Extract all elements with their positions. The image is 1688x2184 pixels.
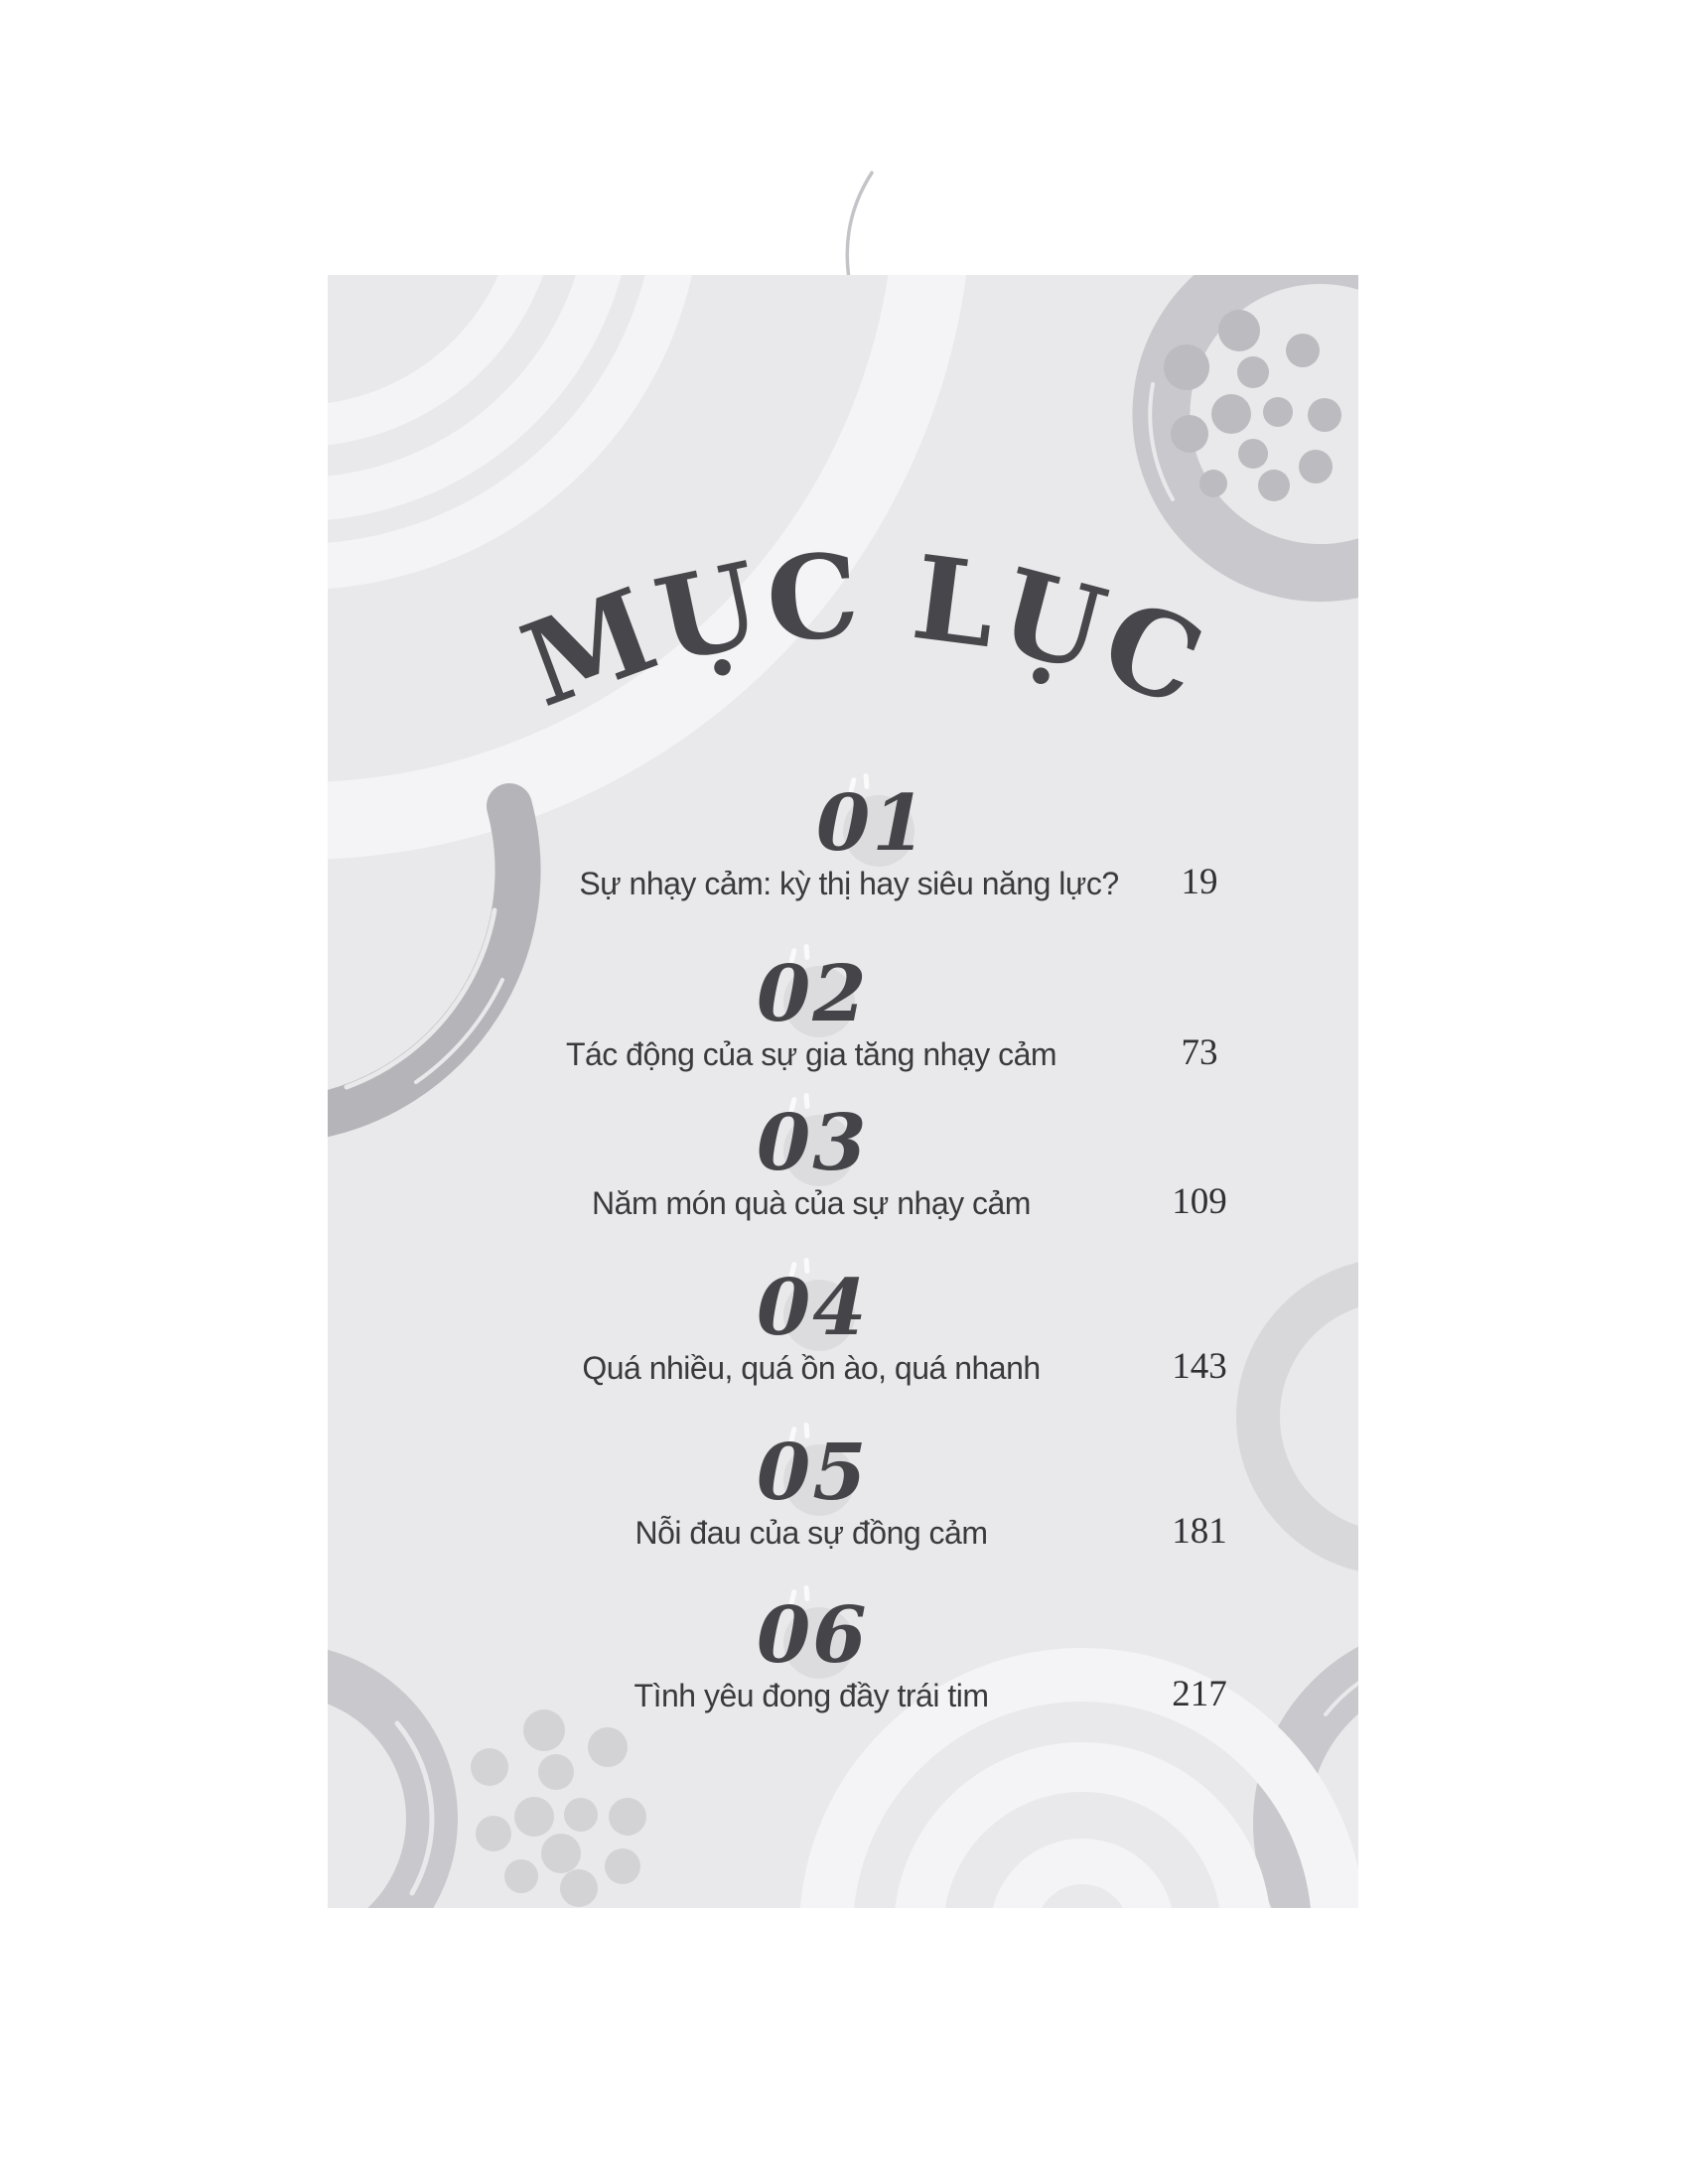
chapter-title: Tác động của sự gia tăng nhạy cảm (565, 1036, 1057, 1072)
chapter-title: Tình yêu đong đầy trái tim (633, 1678, 989, 1713)
toc-entry (328, 1590, 1358, 1752)
toc-entry-line (328, 1346, 1358, 1387)
chapter-page-number: 109 (1172, 1181, 1227, 1222)
chapter-number-badge (757, 1098, 869, 1192)
chapter-page-number: 143 (1172, 1346, 1227, 1387)
chapter-page-number: 19 (1181, 862, 1218, 902)
chapter-page-number: 217 (1172, 1674, 1227, 1714)
chapter-number: 04 (757, 1263, 869, 1353)
toc-entry-line (328, 1674, 1358, 1714)
toc-entry-line (328, 1032, 1358, 1073)
chapter-title: Năm món quà của sự nhạy cảm (592, 1185, 1031, 1221)
chapter-number: 01 (816, 778, 928, 869)
chapter-page-number: 181 (1172, 1511, 1227, 1552)
chapter-title: Nỗi đau của sự đồng cảm (634, 1515, 988, 1551)
chapter-number-badge (757, 1428, 869, 1522)
toc-entry (328, 1098, 1358, 1260)
chapter-number: 02 (757, 949, 869, 1039)
toc-entry (328, 949, 1358, 1111)
toc-entry (328, 778, 1358, 940)
chapter-page-number: 73 (1181, 1032, 1218, 1073)
toc-page (328, 275, 1358, 1908)
chapter-number-badge (757, 1263, 869, 1357)
page-title: MỤC LỤC (505, 527, 1224, 735)
toc-entry (328, 1263, 1358, 1425)
chapter-number: 05 (757, 1428, 869, 1518)
toc-entry-line (328, 1181, 1358, 1222)
chapter-title: Sự nhạy cảm: kỳ thị hay siêu năng lực? (579, 866, 1119, 901)
toc-entry-line (328, 1511, 1358, 1552)
chapter-number-badge (816, 778, 928, 873)
chapter-number-badge (757, 949, 869, 1043)
chapter-number: 06 (757, 1590, 869, 1681)
chapter-title: Quá nhiều, quá ồn ào, quá nhanh (582, 1350, 1041, 1386)
chapter-number: 03 (757, 1098, 869, 1188)
toc-list (328, 275, 1358, 1908)
toc-entry (328, 1428, 1358, 1589)
chapter-number-badge (757, 1590, 869, 1685)
toc-entry-line (328, 862, 1358, 902)
